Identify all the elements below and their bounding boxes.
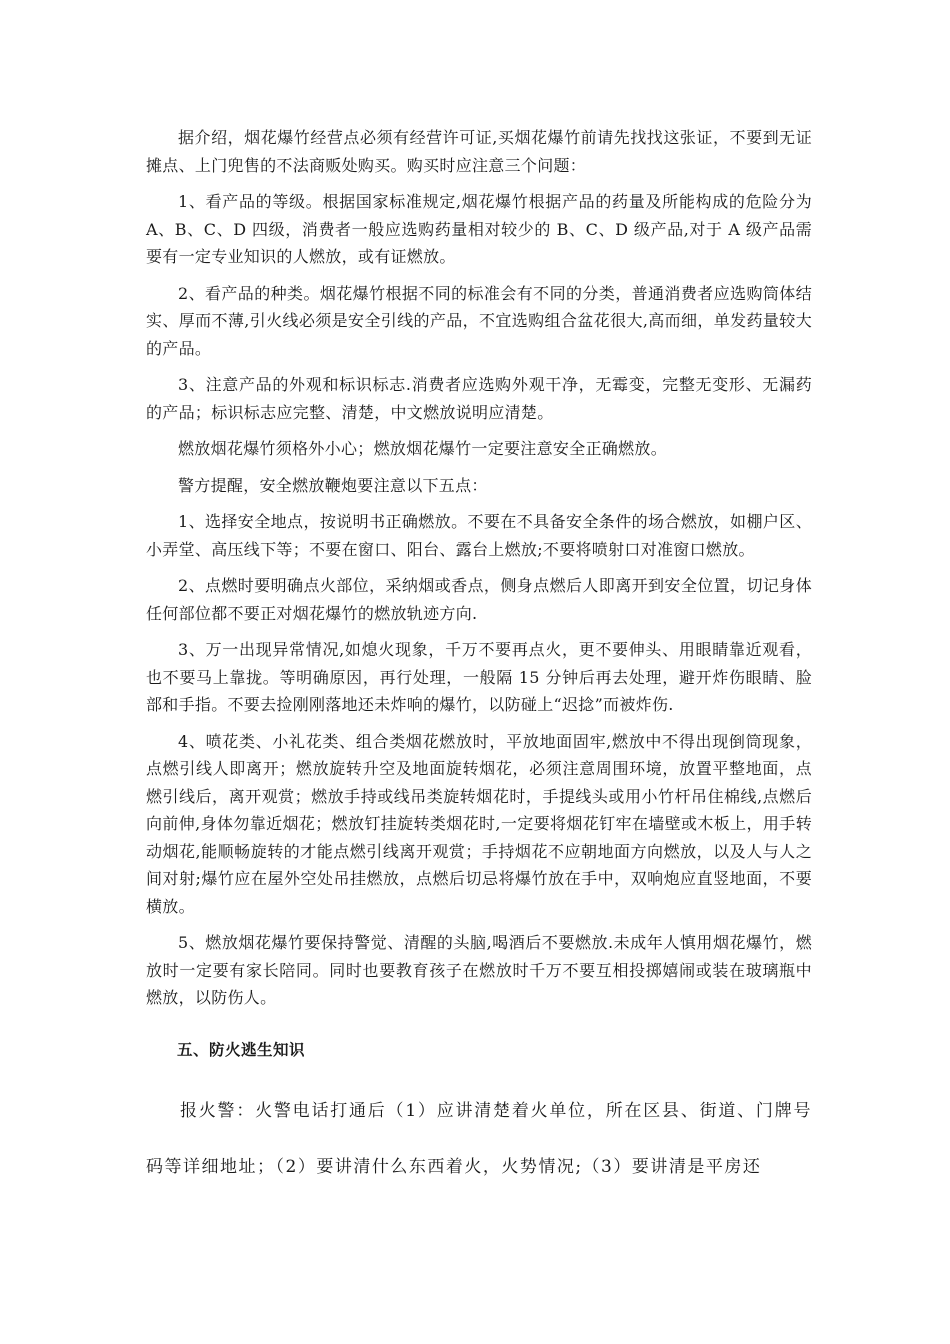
- paragraph-fire-alarm: 报火警：火警电话打通后（1）应讲清楚着火单位，所在区县、街道、门牌号码等详细地址；（2）要讲清什么东西着火，火势情况;（3）要讲清是平房还: [146, 1101, 812, 1177]
- paragraph-rule-location: 1、选择安全地点，按说明书正确燃放。不要在不具备安全条件的场合燃放，如棚户区、小弄堂、高压线下等；不要在窗口、阳台、露台上燃放;不要将喷射口对准窗口燃放。: [146, 512, 812, 559]
- paragraph-intro: 据介绍，烟花爆竹经营点必须有经营许可证,买烟花爆竹前请先找找这张证，不要到无证摊点、上门兜售的不法商贩处购买。购买时应注意三个问题：: [146, 128, 812, 175]
- document-page: [146, 124, 812, 1195]
- section-heading: 五、防火逃生知识: [177, 1039, 306, 1059]
- paragraph-caution: 燃放烟花爆竹须格外小心；燃放烟花爆竹一定要注意安全正确燃放。: [178, 439, 668, 458]
- paragraph-rule-ignition: 2、点燃时要明确点火部位，采纳烟或香点，侧身点燃后人即离开到安全位置，切记身体任何部位都不要正对烟花爆竹的燃放轨迹方向.: [146, 576, 812, 623]
- paragraph-rule-types: 4、喷花类、小礼花类、组合类烟花燃放时，平放地面固牢,燃放中不得出现倒筒现象，点燃引线人即离开；燃放旋转升空及地面旋转烟花，必须注意周围环境，放置平整地面，点燃引线后，离开观赏；燃放手持或线吊类旋转烟花时，手提线头或用小竹杆吊住棉线,点燃后向前伸,身体勿靠近烟花；燃放钉挂旋转类烟花时,一定要将烟花钉牢在墙壁或木板上，用手转动烟花,能顺畅旋转的才能点燃引线离开观赏；手持烟花不应朝地面方向燃放，以及人与人之间对射;爆竹应在屋外空处吊挂燃放，点燃后切忌将爆竹放在手中，双响炮应直竖地面，不要横放。: [146, 731, 812, 916]
- paragraph-purchase-grade: 1、看产品的等级。根据国家标准规定,烟花爆竹根据产品的药量及所能构成的危险分为 A、B、C、D 四级，消费者一般应选购药量相对较少的 B、C、D 级产品,对于 A 级产品需要有一定专业知识的人燃放，或有证燃放。: [146, 192, 812, 266]
- paragraph-rule-abnormal: 3、万一出现异常情况,如熄火现象，千万不要再点火，更不要伸头、用眼睛靠近观看，也不要马上靠拢。等明确原因，再行处理，一般隔 15 分钟后再去处理，避开炸伤眼睛、脸部和手指。不要去捡刚刚落地还未炸响的爆竹，以防碰上“迟捻”而被炸伤.: [146, 640, 812, 714]
- paragraph-police-reminder: 警方提醒，安全燃放鞭炮要注意以下五点：: [178, 475, 488, 495]
- paragraph-purchase-appearance: 3、注意产品的外观和标识标志.消费者应选购外观干净，无霉变，完整无变形、无漏药的产品；标识标志应完整、清楚，中文燃放说明应清楚。: [146, 375, 812, 422]
- paragraph-rule-alertness: 5、燃放烟花爆竹要保持警觉、清醒的头脑,喝酒后不要燃放.未成年人慎用烟花爆竹，燃放时一定要有家长陪同。同时也要教育孩子在燃放时千万不要互相投掷嬉闹或装在玻璃瓶中燃放，以防伤人。: [146, 933, 812, 1007]
- paragraph-purchase-type: 2、看产品的种类。烟花爆竹根据不同的标准会有不同的分类，普通消费者应选购筒体结实、厚而不薄,引火线必须是安全引线的产品，不宜选购组合盆花很大,高而细，单发药量较大的产品。: [146, 283, 812, 358]
